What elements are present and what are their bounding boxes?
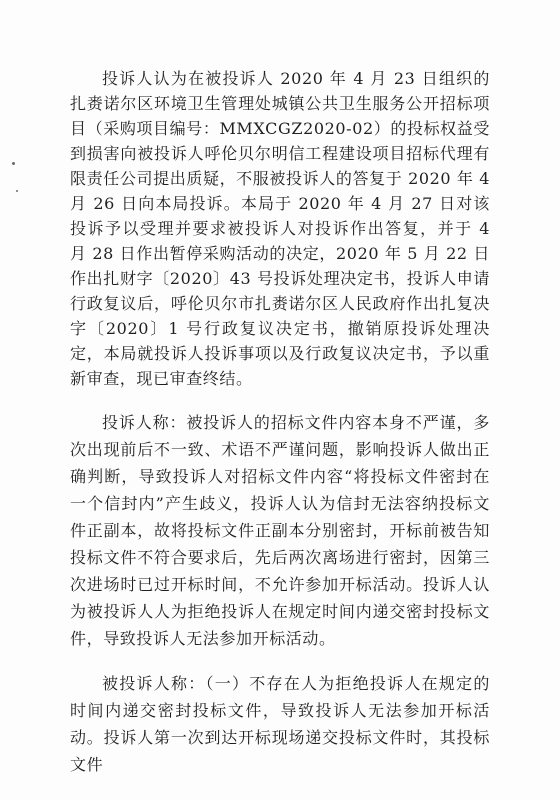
- paragraph-respondent-claim: 被投诉人称：（一）不存在人为拒绝投诉人在规定的时间内递交密封投标文件，导致投诉人无法参加开标活动。投诉人第一次到达开标现场递交投标文件时，其投标文件: [70, 674, 490, 774]
- scan-speck: [12, 162, 15, 165]
- paragraph-complainant-claim: 投诉人称：被投诉人的招标文件内容本身不严谨，多次出现前后不一致、术语不严谨问题，影响投诉人做出正确判断，导致投诉人对招标文件内容“将投标文件密封在一个信封内”产生歧义，投诉人认为信封无法容纳投标文件正副本，故将投标文件正副本分别密封，开标前被告知投标文件不符合要求后，先后两次离场进行密封，因第三次进场时已过开标时间，不允许参加开标活动。投诉人认为被投诉人人为拒绝投诉人在规定时间内递交密封投标文件，导致投诉人无法参加开标活动。: [70, 413, 490, 648]
- scan-speck: [16, 190, 18, 192]
- document-body: [70, 66, 490, 778]
- paragraph-background: 投诉人认为在被投诉人 2020 年 4 月 23 日组织的扎赉诺尔区环境卫生管理处城镇公共卫生服务公开招标项目（采购项目编号：MMXCGZ2020-02）的投标权益受到损害向被投诉人呼伦贝尔明信工程建设项目招标代理有限责任公司提出质疑，不服被投诉人的答复于 2020 年 4 月 26 日向本局投诉。本局于 2020 年 4 月 27 日对该投诉予以受理并要求被投诉人对投诉作出答复，并于 4 月 28 日作出暂停采购活动的决定，2020 年 5 月 22 日作出扎财字〔2020〕43 号投诉处理决定书，投诉人申请行政复议后，呼伦贝尔市扎赉诺尔区人民政府作出扎复决字〔2020〕1 号行政复议决定书，撤销原投诉处理决定，本局就投诉人投诉事项以及行政复议决定书，予以重新审查，现已审查终结。: [70, 69, 490, 388]
